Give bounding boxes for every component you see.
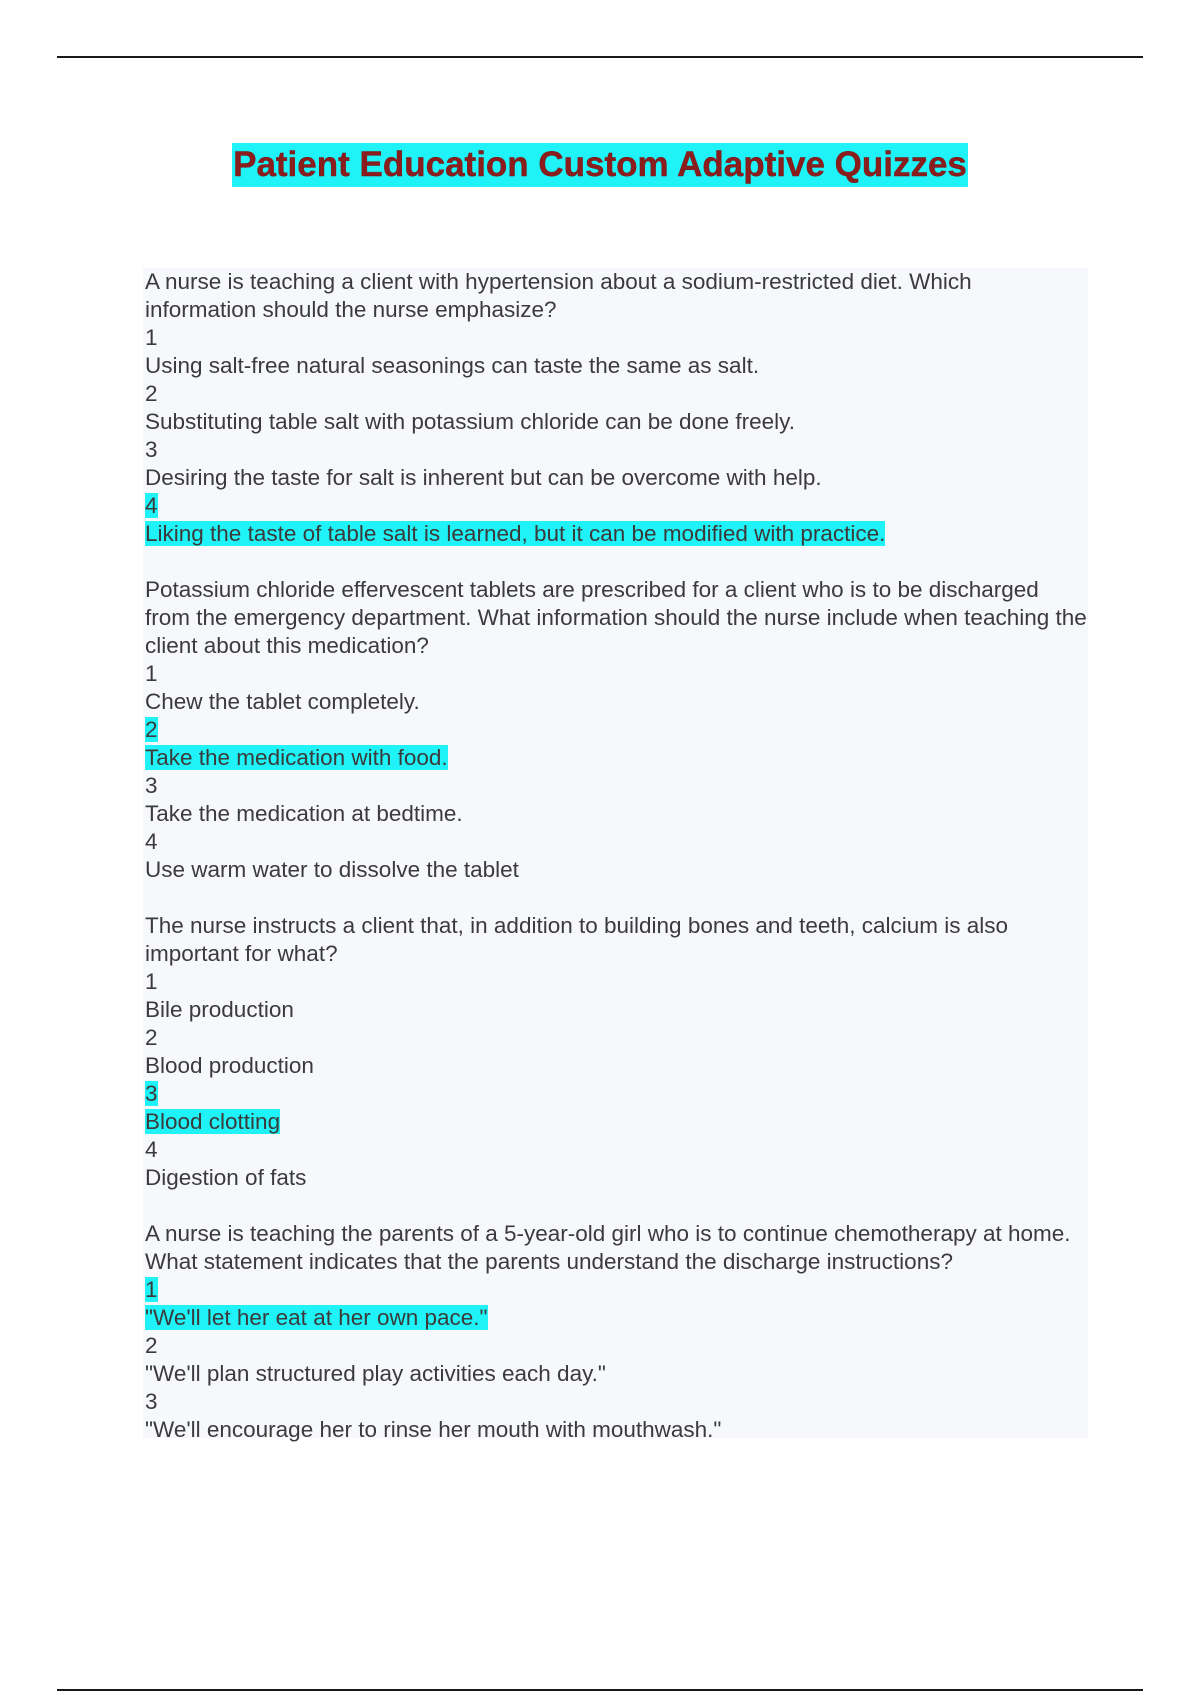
option-text <box>145 1108 1088 1136</box>
option-text <box>145 1304 1088 1332</box>
option <box>145 436 1088 492</box>
question-text: A nurse is teaching the parents of a 5-year-old girl who is to continue chemotherapy at home. What statement indicates that the parents understand the discharge instructions? <box>145 1221 1071 1274</box>
option-correct <box>145 492 1088 548</box>
option <box>145 968 1088 1024</box>
option-number: 1 <box>145 325 158 350</box>
option-number <box>145 1080 1088 1108</box>
option-number: 2 <box>145 1333 158 1358</box>
highlight: 4 <box>145 493 158 518</box>
option-number: 4 <box>145 1137 158 1162</box>
question-2 <box>145 576 1088 884</box>
option-number: 1 <box>145 969 158 994</box>
option <box>145 1136 1088 1192</box>
option-number: 3 <box>145 773 158 798</box>
question-text: The nurse instructs a client that, in addition to building bones and teeth, calcium is also important for what? <box>145 913 1008 966</box>
question-4 <box>145 1220 1088 1444</box>
option <box>145 1388 1088 1444</box>
option-number: 4 <box>145 829 158 854</box>
option-number: 3 <box>145 437 158 462</box>
option-text: Use warm water to dissolve the tablet <box>145 857 519 882</box>
option <box>145 324 1088 380</box>
highlight: "We'll let her eat at her own pace." <box>145 1305 488 1330</box>
question-text: Potassium chloride effervescent tablets are prescribed for a client who is to be discharged from the emergency department. What information should the nurse include when teaching the client about this medication? <box>145 577 1087 658</box>
highlight: 2 <box>145 717 158 742</box>
option-number: 1 <box>145 661 158 686</box>
option <box>145 380 1088 436</box>
quiz-content <box>143 268 1088 1442</box>
option-text: "We'll plan structured play activities each day." <box>145 1361 606 1386</box>
option-number: 2 <box>145 1025 158 1050</box>
highlight: Take the medication with food. <box>145 745 448 770</box>
option-text: Substituting table salt with potassium chloride can be done freely. <box>145 409 795 434</box>
option <box>145 1024 1088 1080</box>
option-correct <box>145 1080 1088 1136</box>
option-number: 3 <box>145 1389 158 1414</box>
option-correct <box>145 716 1088 772</box>
title-wrap <box>0 143 1200 187</box>
option-text <box>145 744 1088 772</box>
option <box>145 772 1088 828</box>
highlight: Blood clotting <box>145 1109 281 1134</box>
highlight: 3 <box>145 1081 158 1106</box>
highlight: 1 <box>145 1277 158 1302</box>
option-correct <box>145 1276 1088 1332</box>
option-number <box>145 716 1088 744</box>
option-text: Chew the tablet completely. <box>145 689 420 714</box>
question-3 <box>145 912 1088 1192</box>
option <box>145 1332 1088 1388</box>
option-text: Blood production <box>145 1053 314 1078</box>
option-text: Take the medication at bedtime. <box>145 801 463 826</box>
option-text: "We'll encourage her to rinse her mouth with mouthwash." <box>145 1417 722 1442</box>
option <box>145 660 1088 716</box>
option-number: 2 <box>145 381 158 406</box>
option <box>145 828 1088 884</box>
document-title: Patient Education Custom Adaptive Quizzes <box>232 143 968 187</box>
highlight: Liking the taste of table salt is learned, but it can be modified with practice. <box>145 521 886 546</box>
bottom-rule <box>57 1689 1143 1691</box>
top-rule <box>57 56 1143 58</box>
option-number <box>145 1276 1088 1304</box>
option-text: Bile production <box>145 997 294 1022</box>
option-text <box>145 520 1088 548</box>
question-text: A nurse is teaching a client with hypertension about a sodium-restricted diet. Which information should the nurse emphasize? <box>145 269 972 322</box>
option-text: Digestion of fats <box>145 1165 307 1190</box>
question-1 <box>145 268 1088 548</box>
option-text: Using salt-free natural seasonings can taste the same as salt. <box>145 353 760 378</box>
option-text: Desiring the taste for salt is inherent but can be overcome with help. <box>145 465 822 490</box>
option-number <box>145 492 1088 520</box>
